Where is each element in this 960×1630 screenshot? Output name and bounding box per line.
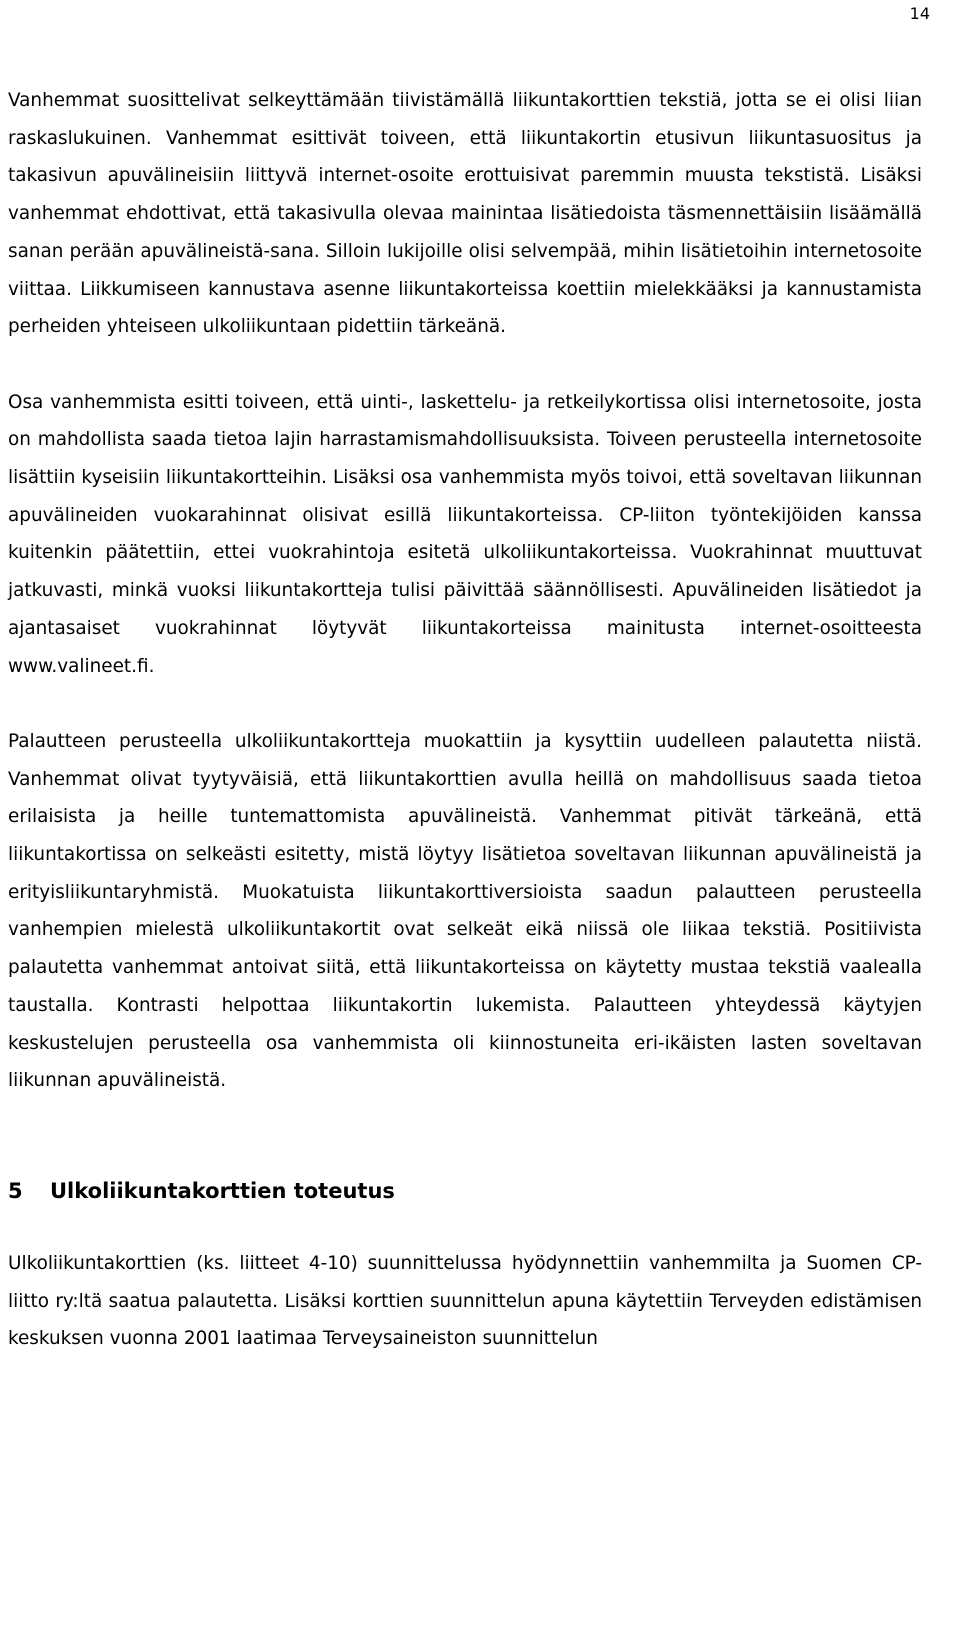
paragraph-parent-feedback: Vanhemmat suosittelivat selkeyttämään tiivistämällä liikuntakorttien tekstiä, jotta se ei olisi liian raskaslukuinen. Vanhemmat esittivät toiveen, että liikuntakortin etusivun liikuntasuositus ja takasivun apuvälineisiin liittyvä internet-osoite erottuisivat paremmin muusta tekstistä. Lisäksi vanhemmat ehdottivat, että takasivulla olevaa mainintaa lisätiedoista täsmennettäisiin lisäämällä sanan perään apuvälineistä-sana. Silloin lukijoille olisi selvempää, mihin lisätietoihin internetosoite viittaa. Liikkumiseen kannustava asenne liikuntakorteissa koettiin mielekkääksi ja kannustamista perheiden yhteiseen ulkoliikuntaan pidettiin tärkeänä. [8, 90, 922, 338]
section-spacer [8, 1100, 922, 1171]
paragraph-revised-cards: Palautteen perusteella ulkoliikuntakortteja muokattiin ja kysyttiin uudelleen palautetta niistä. Vanhemmat olivat tyytyväisiä, että liikuntakorttien avulla heillä on mahdollisuus saada tietoa erilaisista ja heille tuntemattomista apuvälineistä. Vanhemmat pitivät tärkeänä, että liikuntakortissa on selkeästi esitetty, mistä löytyy lisätietoa soveltavan liikunnan apuvälineistä ja erityisliikuntaryhmistä. Muokatuista liikuntakorttiversioista saadun palautteen perusteella vanhempien mielestä ulkoliikuntakortit ovat selkeät eikä niissä ole liikaa tekstiä. Positiivista palautetta vanhemmat antoivat siitä, että liikuntakorteissa on käytetty mustaa tekstiä vaalealla taustalla. Kontrasti helpottaa liikuntakortin lukemista. Palautteen yhteydessä käytyjen keskustelujen perusteella osa vanhemmista oli kiinnostuneita eri-ikäisten lasten soveltavan liikunnan apuvälineistä. [8, 730, 922, 1092]
section-title: Ulkoliikuntakorttien toteutus [50, 1178, 395, 1203]
paragraph-spacer [8, 685, 922, 723]
paragraph-internet-address: Osa vanhemmista esitti toiveen, että uinti-, laskettelu- ja retkeilykortissa olisi internetosoite, josta on mahdollista saada tietoa lajin harrastamismahdollisuuksista. Toiveen perusteella internetosoite lisättiin kyseisiin liikuntakortteihin. Lisäksi osa vanhemmista myös toivoi, että soveltavan liikunnan apuvälineiden vuokarahinnat olisivat esillä liikuntakorteissa. CP-liiton työntekijöiden kanssa kuitenkin päätettiin, ettei vuokrahintoja esitetä ulkoliikuntakorteissa. Vuokrahinnat muuttuvat jatkuvasti, minkä vuoksi liikuntakortteja tulisi päivittää säännöllisesti. Apuvälineiden lisätiedot ja ajantasaiset vuokrahinnat löytyvät liikuntakorteissa mainitusta internet-osoitteesta www.valineet.fi. [8, 391, 922, 677]
section-number: 5 [8, 1178, 23, 1203]
heading-spacer [8, 1211, 922, 1245]
section-heading [8, 1171, 922, 1211]
page-number: 14 [909, 4, 930, 23]
paragraph-spacer [8, 346, 922, 384]
paragraph-implementation: Ulkoliikuntakorttien (ks. liitteet 4-10) suunnittelussa hyödynnettiin vanhemmilta ja Suomen CP-liitto ry:ltä saatua palautetta. Lisäksi korttien suunnittelun apuna käytettiin Terveyden edistämisen keskuksen vuonna 2001 laatimaa Terveysaineiston suunnittelun [8, 1252, 922, 1350]
document-body [8, 82, 922, 1358]
